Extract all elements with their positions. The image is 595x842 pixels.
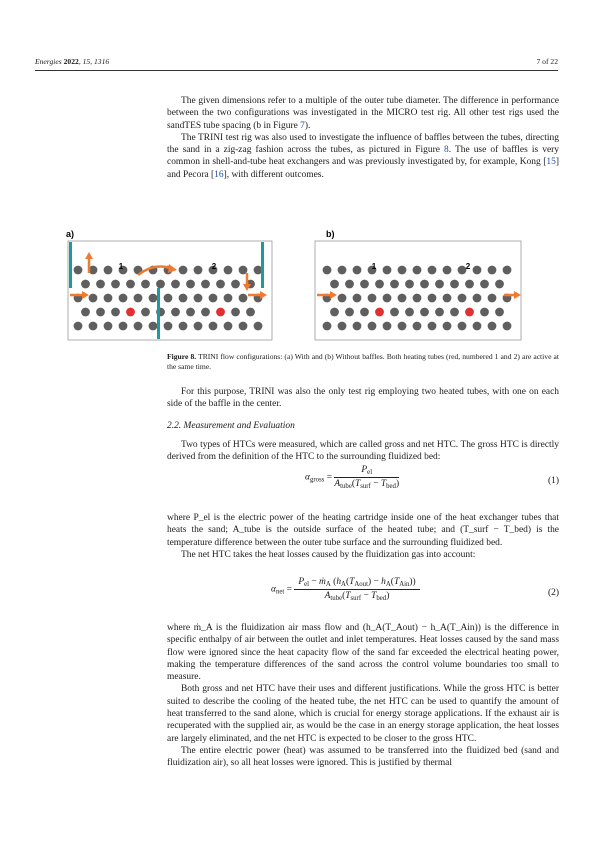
paragraph: where P_el is the electric power of the heating cartridge inside one of the heat exchanger tubes that heats the sand; A_tube is the outside surface of the heated tube; and (T_surf − T_bed) is the temperature difference between the outer tube surface and the surrounding fluidized bed. bbox=[167, 513, 559, 548]
tube bbox=[96, 280, 105, 289]
tube bbox=[224, 266, 233, 275]
tube bbox=[420, 308, 429, 317]
intro-text bbox=[167, 95, 559, 181]
tube bbox=[171, 280, 180, 289]
tube bbox=[458, 294, 467, 303]
tube bbox=[413, 294, 422, 303]
tube bbox=[368, 322, 377, 331]
tube bbox=[473, 266, 482, 275]
tube bbox=[141, 280, 150, 289]
tube bbox=[495, 308, 504, 317]
paragraph: For this purpose, TRINI was also the only test rig employing two heated tubes, with one on each side of the baffle in the center. bbox=[167, 387, 559, 410]
paragraph: The given dimensions refer to a multiple of the outer tube diameter. The difference in performance between the two configurations was investigated in the MICRO test rig. All other test rigs used the sandTES tube spacing (b in Figure 7). bbox=[167, 96, 559, 131]
tube bbox=[473, 294, 482, 303]
tube bbox=[164, 294, 173, 303]
tube bbox=[194, 266, 203, 275]
body-text-4 bbox=[167, 622, 559, 770]
tube bbox=[81, 308, 90, 317]
tube bbox=[323, 322, 332, 331]
tube bbox=[224, 322, 233, 331]
tube bbox=[338, 294, 347, 303]
citation-link[interactable]: 15 bbox=[546, 157, 556, 168]
header-rule bbox=[35, 70, 558, 71]
heated-tube bbox=[126, 308, 135, 317]
body-text-2 bbox=[167, 386, 559, 463]
figure-link[interactable]: 8 bbox=[443, 145, 449, 156]
tube bbox=[473, 322, 482, 331]
tube bbox=[89, 322, 98, 331]
heated-tube bbox=[216, 308, 225, 317]
tube bbox=[405, 280, 414, 289]
tube bbox=[254, 322, 263, 331]
tube bbox=[104, 294, 113, 303]
tube bbox=[246, 308, 255, 317]
tube bbox=[375, 280, 384, 289]
tube bbox=[149, 294, 158, 303]
figure-8 bbox=[64, 223, 526, 341]
running-header-citation: Energies 2022, 15, 1316 bbox=[35, 57, 110, 66]
flow-arrow bbox=[85, 252, 93, 259]
tube bbox=[209, 322, 218, 331]
tube bbox=[413, 266, 422, 275]
paragraph: Two types of HTCs were measured, which are called gross and net HTC. The gross HTC is directly derived from the definition of the HTC to the surrounding fluidized bed: bbox=[167, 439, 559, 463]
tube bbox=[353, 266, 362, 275]
tube bbox=[443, 294, 452, 303]
tube bbox=[231, 308, 240, 317]
tube bbox=[164, 322, 173, 331]
tube bbox=[443, 266, 452, 275]
tube bbox=[239, 322, 248, 331]
tube bbox=[104, 322, 113, 331]
tube bbox=[194, 322, 203, 331]
tube bbox=[465, 280, 474, 289]
tube bbox=[353, 322, 362, 331]
tube bbox=[398, 322, 407, 331]
tube bbox=[179, 294, 188, 303]
tube bbox=[194, 294, 203, 303]
equation-number: (1) bbox=[547, 476, 559, 486]
tube bbox=[111, 280, 120, 289]
tube bbox=[134, 294, 143, 303]
tube bbox=[398, 294, 407, 303]
tube bbox=[104, 266, 113, 275]
tube bbox=[330, 308, 339, 317]
paragraph: The net HTC takes the heat losses caused by the fluidization gas into account: bbox=[181, 549, 476, 560]
baffle bbox=[69, 242, 72, 288]
flow-arrow bbox=[168, 264, 177, 273]
tube bbox=[435, 280, 444, 289]
tube bbox=[216, 280, 225, 289]
baffle bbox=[261, 242, 264, 288]
tube bbox=[360, 280, 369, 289]
tube bbox=[201, 308, 210, 317]
flow-arrow bbox=[82, 291, 89, 299]
tube bbox=[345, 280, 354, 289]
tube bbox=[179, 266, 188, 275]
citation-link[interactable]: 16 bbox=[214, 169, 224, 180]
paragraph: The TRINI test rig was also used to investigate the influence of baffles between the tubes, directing the sand in a zig-zag fashion across the tubes, as pictured in Figure 8. The use of baffles is very common in shell-and-tube heat exchangers and was previously investigated by, for example, Kong [15] and Pecora [16], with different outcomes. bbox=[167, 132, 559, 180]
flow-arrow bbox=[514, 291, 521, 299]
tube bbox=[480, 280, 489, 289]
tube bbox=[435, 308, 444, 317]
tube bbox=[345, 308, 354, 317]
figure-caption: Figure 8. TRINI flow configurations: (a) With and (b) Without baffles. Both heating tubes (red, numbered 1 and 2) are active at the same time. bbox=[167, 352, 559, 371]
tube bbox=[330, 280, 339, 289]
equation-number: (2) bbox=[547, 588, 559, 598]
tube bbox=[126, 280, 135, 289]
tube bbox=[398, 266, 407, 275]
tube bbox=[360, 308, 369, 317]
tube bbox=[353, 294, 362, 303]
tube bbox=[156, 280, 165, 289]
tube bbox=[141, 308, 150, 317]
tube bbox=[458, 322, 467, 331]
tube bbox=[450, 280, 459, 289]
tube bbox=[405, 308, 414, 317]
tube bbox=[488, 266, 497, 275]
baffle bbox=[157, 288, 160, 339]
tube bbox=[171, 308, 180, 317]
tube bbox=[503, 322, 512, 331]
paragraph: Both gross and net HTC have their uses and different justifications. While the gross HTC is better suited to describe the cooling of the heated tube, the net HTC can be used to quantify the amount of heat transferred to the sand alone, which is crucial for energy storage applications. If the exhaust air is recuperated with the supplied air, as would be the case in an energy storage application, the heat losses are largely eliminated, and the net HTC is expected to be closer to the gross HTC. bbox=[167, 684, 559, 744]
section-heading: 2.2. Measurement and Evaluation bbox=[167, 420, 295, 431]
tube bbox=[428, 322, 437, 331]
tube bbox=[74, 322, 83, 331]
tube bbox=[338, 266, 347, 275]
tube-label-2: 2 bbox=[465, 262, 471, 271]
tube bbox=[201, 280, 210, 289]
tube bbox=[390, 308, 399, 317]
tube bbox=[368, 294, 377, 303]
tube bbox=[383, 294, 392, 303]
tube bbox=[413, 322, 422, 331]
tube bbox=[495, 280, 504, 289]
paragraph: where ṁ_A is the fluidization air mass flow and (h_A(T_Aout) − h_A(T_Ain)) is the difference in specific enthalpy of air between the outlet and inlet temperatures. Heat losses caused by the sand mass flow were ignored since the heat capacity flow of the sand far exceeded the electrical heating power, making the temperature differences of the sand across the control volume boundaries too small to measure. bbox=[167, 623, 559, 683]
tube bbox=[134, 322, 143, 331]
tube-label-1: 1 bbox=[371, 262, 377, 271]
panel-a-label: a) bbox=[66, 229, 75, 239]
tube bbox=[488, 294, 497, 303]
tube-label-1: 1 bbox=[118, 262, 124, 271]
tube-label-2: 2 bbox=[211, 262, 217, 271]
tube bbox=[119, 294, 128, 303]
tube bbox=[383, 266, 392, 275]
tube bbox=[96, 308, 105, 317]
tube bbox=[488, 322, 497, 331]
heated-tube bbox=[465, 308, 474, 317]
tube bbox=[231, 280, 240, 289]
tube bbox=[239, 294, 248, 303]
tube bbox=[149, 322, 158, 331]
tube bbox=[119, 322, 128, 331]
body-text-3 bbox=[167, 512, 559, 561]
flow-arrow bbox=[260, 291, 267, 299]
tube bbox=[480, 308, 489, 317]
tube bbox=[89, 294, 98, 303]
tube bbox=[428, 294, 437, 303]
figure-link[interactable]: 7 bbox=[300, 120, 305, 131]
tube bbox=[443, 322, 452, 331]
flow-arrow bbox=[330, 291, 337, 299]
tube bbox=[209, 294, 218, 303]
tube bbox=[503, 266, 512, 275]
paragraph: The entire electric power (heat) was assumed to be transferred into the fluidized bed (sand and fluidization air), so all heat losses were ignored. This is justified by thermal bbox=[167, 745, 559, 769]
tube bbox=[390, 280, 399, 289]
tube bbox=[420, 280, 429, 289]
tube bbox=[186, 308, 195, 317]
panel-b-label: b) bbox=[326, 229, 335, 239]
tube bbox=[179, 322, 188, 331]
tube bbox=[450, 308, 459, 317]
tube bbox=[428, 266, 437, 275]
page-number: 7 of 22 bbox=[536, 57, 558, 66]
tube bbox=[111, 308, 120, 317]
tube bbox=[383, 322, 392, 331]
tube bbox=[81, 280, 90, 289]
tube bbox=[186, 280, 195, 289]
heated-tube bbox=[375, 308, 384, 317]
tube bbox=[338, 322, 347, 331]
tube bbox=[74, 266, 83, 275]
tube bbox=[224, 294, 233, 303]
trini-flow-diagram bbox=[64, 223, 526, 341]
tube bbox=[323, 266, 332, 275]
